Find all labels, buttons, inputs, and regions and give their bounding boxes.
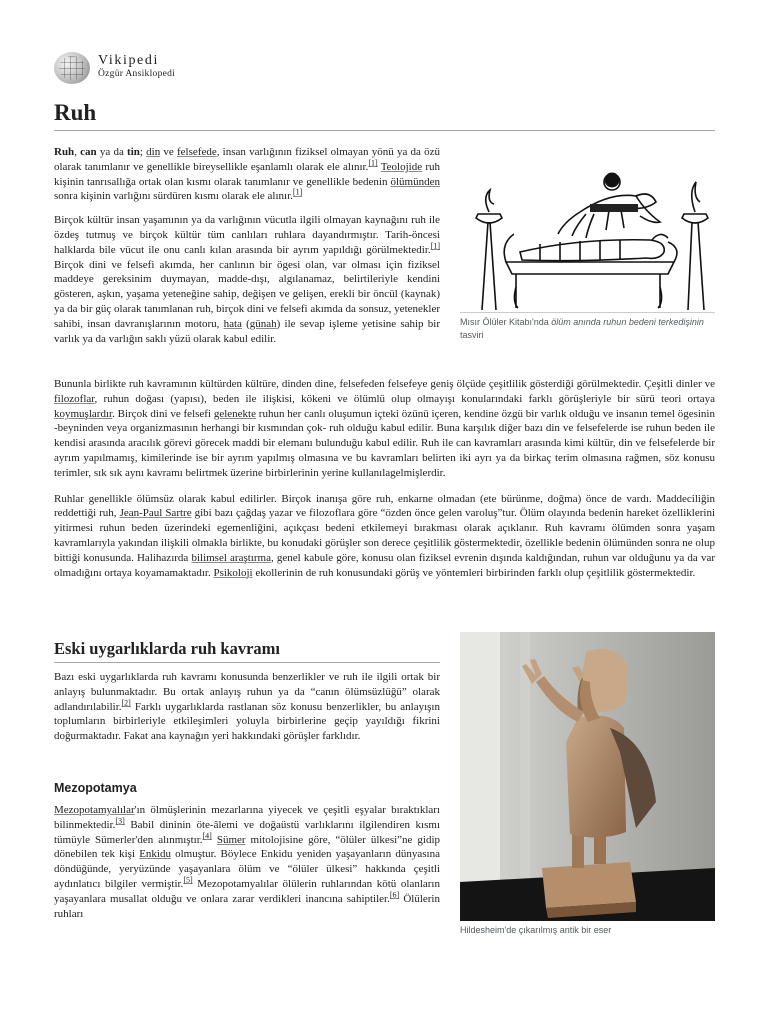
section-1-paragraph: Bazı eski uygarlıklarda ruh kavramı konusunda benzerlikler ve ruh ile ilgili ortak bir anlayış bulunmaktadır. Bu ortak anlayış ruhun ya da “canın ölümsüzlüğü” olarak adlandırılabilir.[2] Farklı uygarlıklarda rastlanan söz konusu benzerlikler, bu anlayışın toplumların birbirleriyle etkileşimleri yoluyla birbirlerine geçip yayıldığı fikrini doğurmaktadır. Fakat ana kaynağın yeri hakkındaki görüşler farklıdır. [54,671,440,743]
italic-text: ölüm anında ruhun bedeni terkedişinin [551,317,704,327]
intro-paragraph-3: Bununla birlikte ruh kavramının kültürden kültüre, dinden dine, felsefeden felsefeye geniş ölçüde çeşitlilik gösterdiği görülmektedir. Çeşitli dinler ve filozoflar, ruhun doğası (yapısı), beden ile ilişkisi, kökeni ve ölümlü olup olmayışı konularındaki farklı görüşleriyle bir sürü teori ortaya koymuşlardır. Birçok dini ve felsefi gelenekte ruhun her canlı oluşumun içteki özünü içeren, kendine özgü bir varlık olduğu ve insanın temel ögesinin -beyninden veya organizmasının herhangi bir kısmından çok- ruh olduğu kabul edilir. Buna karşılık diğer bazı din ve felsefelerde ise ruhun beden ile kendisi arasında aracılık görevi görecek maddi bir elemanı bulunduğu kabul edilir. Ruh ile can kavramları arasında kimi kültür, din ve felsefelerde bir ayrım yapılmamış, kimilerinde ise bir ayrım yapılmış olmasına ve bu kavramları belirten iki ayrı ya da birkaç terim olmasına rağmen, söz konusu terimler, sık sık aynı kavramı belirtmek üzerine birbirlerinin yerine kullanılagelmişlerdir. [54,378,715,479]
citation-link[interactable]: [2] [121,697,131,707]
bold-term: Ruh [54,146,75,158]
inline-link[interactable]: filozoflar [54,392,95,405]
inline-link[interactable]: Mezopotamyalılar [54,804,135,816]
citation-link[interactable]: [3] [115,816,125,826]
inline-link[interactable]: ölümünden [390,175,440,188]
subsection-1-body [54,803,440,921]
citation-link[interactable]: [1] [292,187,303,197]
inline-link[interactable]: gelenekte [213,407,256,420]
book-of-dead-illustration[interactable] [460,152,715,313]
citation-link[interactable]: [4] [202,830,212,840]
figure-book-of-dead[interactable] [460,152,715,341]
citation-link[interactable]: [1] [368,158,378,168]
section-1-body [54,670,440,744]
inline-link[interactable]: Enkidu [139,848,171,861]
citation-link[interactable]: [6] [389,890,400,900]
subsection-heading-mesopotamia: Mezopotamya [54,781,137,795]
mesopotamia-paragraph: Mezopotamyalılar'ın ölmüşlerinin mezarlarına yiyecek ve çeşitli eşyalar bıraktıkları bilinmektedir.[3] Babil dininin öte-âlemi ve doğaüstü varlıklarını ilgilendiren kısmı tümüyle Sümerler'den alınmıştır.[4] Sümer mitolojisine göre, “ölüler ülkesi”ne gidip dönebilen tek kişi Enkidu olmuştur. Böylece Enkidu yeniden yaşayanların dünyasına döndüğünde, yeryüzünde yaşayanlara ölüm ve “ölüler ülkesi” hakkında çeşitli aydınlatıcı bilgiler vermiştir.[5] Mezopotamyalılar ölülerin ruhlarından kötü olanların yaşayanlara musallat olduğu ve onlara zarar verdikleri inancına sahiptiler.[6] Ölülerin ruhları [54,804,441,920]
site-tagline: Özgür Ansiklopedi [98,69,176,79]
section-heading-ancient-civilizations: Eski uygarlıklarda ruh kavramı [54,639,280,658]
inline-link[interactable]: Psikoloji [213,566,253,579]
inline-link[interactable]: koymuşlardır [54,407,113,420]
title-divider [54,130,715,131]
figure-hildesheim-artifact[interactable] [460,632,715,937]
site-wordmark: Vikipedi [98,53,159,68]
section-heading-divider [54,662,440,663]
site-logo[interactable] [54,52,254,86]
page-title: Ruh [54,100,97,125]
wikipedia-globe-icon [54,52,90,84]
intro-paragraph-4: Ruhlar genellikle ölümsüz olarak kabul edilirler. Birçok inanışa göre ruh, enkarne olmadan (ete bürünme, doğma) önce de vardı. Maddeciliğin reddettiği ruh, Jean-Paul Sartre gibi bazı çağdaş yazar ve filozoflara göre “özden önce gelen varoluş”tur. Ölüm olayında bedenin hareket özelliklerini yitirmesi ruhun beden üzerindeki egemenliğini, açıkçası bedeni etkilemeyi bırakması olarak açıklanır. Ruh kavramı ölümden sonra yaşam kavramlarıyla yakından ilişkili olmakla birlikte, bu konudaki görüşler son derece çeşitlilik göstermektedir, özellikle bedenin ölümünden sonra ne olup bittiği konusunda. Halihazırda bilimsel araştırma, genel kabule göre, konusu olan fiziksel evrenin dışında kaldığından, ruhun var olduğunu ya da var olmadığını ortaya koyamamaktadır. Psikoloji ekollerinin de ruh konusundaki görüş ve yöntemleri birbirinden farklı olup çeşitlilik göstermektedir. [54,492,716,579]
figure-2-caption: Hildesheim'de çıkarılmış antik bir eser [460,925,612,935]
citation-link[interactable]: [5] [183,875,193,885]
citation-link[interactable]: [1] [430,241,440,251]
intro-paragraph-2: Birçok kültür insan yaşamının ya da varlığının vücutla ilgili olmayan kaynağını ruh ile özdeş tutmuş ve birçok kültür tüm canlıları ruhlara dayandırmıştır. Tarih-öncesi halklarda bile vücut ile onu canlı kılan arasında bir ayrım yapıldığı görülmektedir.[1] Birçok dini ve felsefi akımda, her canlının bir ögesi olan, var olması için fiziksel maddeye gereksinim duymayan, madde-dışı, algılanamaz, belirtileriyle kendini gösteren, aşkın, yaşama yeteneğine sahip, değişen ve gelişen, erekli bir öncül (kaynak) ya da bir güç olarak tanımlanan ruh, birçok dini ve felsefi akımda da sonsuz, yetenekler sahibi, insan davranışlarının motoru, hata (günah) ile sevap işleme yetisine sahip bir varlık ya da varlığın saklı yüzü olarak kabul edilir. [54,214,440,345]
inline-link[interactable]: Jean-Paul Sartre [119,507,192,520]
inline-link[interactable]: din [146,146,161,158]
inline-link[interactable]: günah [249,317,277,330]
intro-paragraph-1: Ruh, can ya da tin; din ve felsefede, insan varlığının fiziksel olmayan yönü ya da özü olarak tanımlanır ve genellikle bireysellikle eşanlamlı olarak ele alınır.[1] Teolojide ruh kişinin tanrısallığa ortak olan kısmı olarak tanımlanır ve genellikle bedenin ölümünden sonra kişinin varlığını sürdüren kısmı olarak ele alınır.[1] [54,146,441,203]
inline-link[interactable]: Teolojide [380,160,423,173]
inline-link[interactable]: bilimsel araştırma [191,551,271,564]
hildesheim-artifact-photo[interactable] [460,632,715,921]
bold-term: can [80,146,97,158]
bold-term: tin [127,146,140,158]
inline-link[interactable]: felsefede [177,146,217,158]
figure-1-caption: Mısır Ölüler Kitabı'nda ölüm anında ruhun bedeni terkedişinin tasviri [460,317,704,340]
intro-column [54,145,440,346]
inline-link[interactable]: Sümer [216,833,246,846]
intro-full-width [54,377,715,580]
inline-link[interactable]: hata [223,317,242,330]
